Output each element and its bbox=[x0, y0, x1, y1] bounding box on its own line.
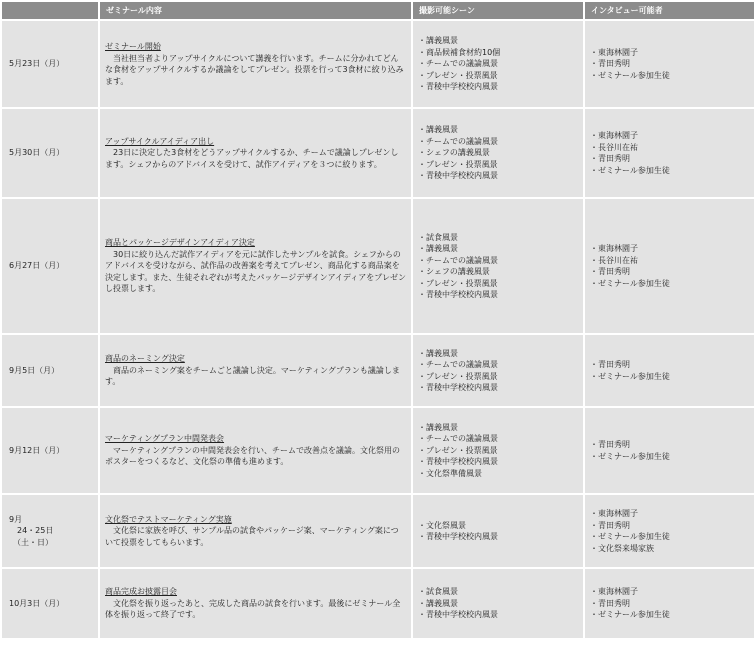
interviewee-item: ・ 長谷川在祐 bbox=[590, 142, 749, 154]
scene-item: ・ 試食風景 bbox=[418, 586, 578, 598]
interviewee-item: ・ 東海林園子 bbox=[590, 47, 749, 59]
interviewee-item: ・ ゼミナール参加生徒 bbox=[590, 531, 749, 543]
scene-item: ・ 商品候補食材約10個 bbox=[418, 47, 578, 59]
interviewee-item: ・ 青田秀明 bbox=[590, 359, 749, 371]
interviewees-cell-list bbox=[590, 439, 749, 462]
scene-item: ・ 講義風景 bbox=[418, 422, 578, 434]
interviewees-cell-list bbox=[590, 586, 749, 621]
filmable-scenes-cell bbox=[413, 408, 583, 493]
filmable-scenes-cell-list bbox=[418, 232, 578, 301]
header-filmable-scenes: 撮影可能シーン bbox=[413, 2, 583, 19]
interviewee-item: ・ 青田秀明 bbox=[590, 439, 749, 451]
scene-item: ・ 青稜中学校校内風景 bbox=[418, 382, 578, 394]
seminar-content-cell bbox=[100, 408, 411, 493]
header-seminar-content: ゼミナール内容 bbox=[100, 2, 411, 19]
interviewees-cell bbox=[585, 495, 754, 567]
interviewee-item: ・ 青田秀明 bbox=[590, 58, 749, 70]
seminar-content-cell bbox=[100, 21, 411, 107]
table-row bbox=[2, 109, 754, 197]
interviewee-item: ・ 青田秀明 bbox=[590, 598, 749, 610]
seminar-content-cell bbox=[100, 569, 411, 638]
table-row bbox=[2, 495, 754, 567]
filmable-scenes-cell-list bbox=[418, 520, 578, 543]
interviewee-item: ・ 長谷川在祐 bbox=[590, 255, 749, 267]
filmable-scenes-cell bbox=[413, 21, 583, 107]
interviewees-cell-list bbox=[590, 508, 749, 554]
seminar-content-cell bbox=[100, 335, 411, 406]
scene-item: ・ 講義風景 bbox=[418, 35, 578, 47]
scene-item: ・ 試食風景 bbox=[418, 232, 578, 244]
scene-item: ・ チームでの議論風景 bbox=[418, 136, 578, 148]
filmable-scenes-cell-list bbox=[418, 348, 578, 394]
interviewees-cell-list bbox=[590, 130, 749, 176]
scene-item: ・ プレゼン・投票風景 bbox=[418, 445, 578, 457]
interviewee-item: ・ ゼミナール参加生徒 bbox=[590, 165, 749, 177]
scene-item: ・ シェフの講義風景 bbox=[418, 266, 578, 278]
filmable-scenes-cell bbox=[413, 109, 583, 197]
scene-item: ・ 講義風景 bbox=[418, 598, 578, 610]
seminar-content-cell bbox=[100, 199, 411, 333]
interviewee-item: ・ ゼミナール参加生徒 bbox=[590, 609, 749, 621]
session-date: 5月30日（月） bbox=[2, 109, 98, 197]
scene-item: ・ 講義風景 bbox=[418, 243, 578, 255]
filmable-scenes-cell-list bbox=[418, 124, 578, 182]
interviewees-cell bbox=[585, 21, 754, 107]
filmable-scenes-cell bbox=[413, 569, 583, 638]
session-description: 30日に絞り込んだ試作アイディアを元に試作したサンプルを試食。シェフからのアドバイスを受けながら、試作品の改善案を考えてプレゼン、商品化する商品案を決定します。また、生徒それぞれが考えたパッケージデザインアイディアをプレゼンし投票します。 bbox=[105, 249, 406, 294]
interviewees-cell bbox=[585, 109, 754, 197]
scene-item: ・ チームでの議論風景 bbox=[418, 58, 578, 70]
scene-item: ・ シェフの講義風景 bbox=[418, 147, 578, 159]
session-title: アップサイクルアイディア出し bbox=[105, 136, 215, 146]
scene-item: ・ 青稜中学校校内風景 bbox=[418, 170, 578, 182]
interviewee-item: ・ 青田秀明 bbox=[590, 153, 749, 165]
session-title: ゼミナール開始 bbox=[105, 42, 161, 51]
session-description: マーケティングプランの中間発表会を行い、チームで改善点を議論。文化祭用のポスターをつくるなど、文化祭の準備も進めます。 bbox=[105, 445, 401, 467]
filmable-scenes-cell bbox=[413, 335, 583, 406]
interviewee-item: ・ ゼミナール参加生徒 bbox=[590, 371, 749, 383]
scene-item: ・ 文化祭準備風景 bbox=[418, 468, 578, 480]
interviewee-item: ・ ゼミナール参加生徒 bbox=[590, 70, 749, 82]
session-date: 9月12日（月） bbox=[2, 408, 98, 493]
filmable-scenes-cell-list bbox=[418, 422, 578, 480]
scene-item: ・ 青稜中学校校内風景 bbox=[418, 609, 578, 621]
interviewee-item: ・ 東海林園子 bbox=[590, 586, 749, 598]
session-description: 23日に決定した3食材をどうアップサイクルするか、チームで議論しプレゼンします。シェフからのアドバイスを受けて、試作アイディアを３つに絞ります。 bbox=[105, 148, 399, 169]
filmable-scenes-cell-list bbox=[418, 35, 578, 93]
header-date bbox=[2, 2, 98, 19]
interviewee-item: ・ 青田秀明 bbox=[590, 266, 749, 278]
interviewee-item: ・ ゼミナール参加生徒 bbox=[590, 451, 749, 463]
interviewee-item: ・ 東海林園子 bbox=[590, 243, 749, 255]
interviewee-item: ・ 東海林園子 bbox=[590, 130, 749, 142]
session-title: マーケティングプラン中間発表会 bbox=[105, 434, 225, 444]
scene-item: ・ プレゼン・投票風景 bbox=[418, 278, 578, 290]
session-date: 6月27日（月） bbox=[2, 199, 98, 333]
interviewee-item: ・ 青田秀明 bbox=[590, 520, 749, 532]
scene-item: ・ プレゼン・投票風景 bbox=[418, 70, 578, 82]
table-row bbox=[2, 408, 754, 493]
interviewees-cell bbox=[585, 569, 754, 638]
table-row bbox=[2, 569, 754, 638]
seminar-content-cell bbox=[100, 109, 411, 197]
interviewees-cell bbox=[585, 335, 754, 406]
interviewees-cell-list bbox=[590, 243, 749, 289]
scene-item: ・ チームでの議論風景 bbox=[418, 433, 578, 445]
interviewee-item: ・ 東海林園子 bbox=[590, 508, 749, 520]
session-description: 文化祭に家族を呼び、サンプル品の試食やパッケージ案、マーケティング案について投票をしてもらいます。 bbox=[105, 526, 399, 547]
scene-item: ・ チームでの議論風景 bbox=[418, 255, 578, 267]
interviewees-cell-list bbox=[590, 359, 749, 382]
interviewee-item: ・ 文化祭来場家族 bbox=[590, 543, 749, 555]
scene-item: ・ 青稜中学校校内風景 bbox=[418, 531, 578, 543]
interviewees-cell bbox=[585, 408, 754, 493]
session-description: 商品のネーミング案をチームごと議論し決定。マーケティングプランも議論します。 bbox=[105, 365, 400, 387]
table-row bbox=[2, 335, 754, 406]
filmable-scenes-cell bbox=[413, 199, 583, 333]
session-description: 文化祭を振り返ったあと、完成した商品の試食を行います。最後にゼミナール全体を振り返って終了です。 bbox=[105, 598, 401, 620]
session-date: 9月 24・25日 （土・日） bbox=[2, 495, 98, 567]
scene-item: ・ 青稜中学校校内風景 bbox=[418, 456, 578, 468]
table-row bbox=[2, 21, 754, 107]
scene-item: ・ プレゼン・投票風景 bbox=[418, 371, 578, 383]
session-title: 商品完成お披露目会 bbox=[105, 587, 177, 597]
scene-item: ・ プレゼン・投票風景 bbox=[418, 159, 578, 171]
session-date: 10月3日（月） bbox=[2, 569, 98, 638]
scene-item: ・ 文化祭風景 bbox=[418, 520, 578, 532]
scene-item: ・ チームでの議論風景 bbox=[418, 359, 578, 371]
session-date: 5月23日（月） bbox=[2, 21, 98, 107]
session-date: 9月5日（月） bbox=[2, 335, 98, 406]
scene-item: ・ 講義風景 bbox=[418, 124, 578, 136]
table-body bbox=[2, 21, 754, 638]
filmable-scenes-cell-list bbox=[418, 586, 578, 621]
session-title: 文化祭でテストマーケティング実施 bbox=[105, 514, 232, 524]
table-row bbox=[2, 199, 754, 333]
scene-item: ・ 青稜中学校校内風景 bbox=[418, 289, 578, 301]
interviewee-item: ・ ゼミナール参加生徒 bbox=[590, 278, 749, 290]
seminar-content-cell bbox=[100, 495, 411, 567]
interviewees-cell bbox=[585, 199, 754, 333]
session-title: 商品とパッケージデザインアイディア決定 bbox=[105, 238, 255, 248]
session-description: 当社担当者よりアップサイクルについて講義を行います。チームに分かれてどんな食材をアップサイクルするか議論をしてプレゼン。投票を行って3食材に絞り込みます。 bbox=[105, 53, 404, 86]
interviewees-cell-list bbox=[590, 47, 749, 82]
filmable-scenes-cell bbox=[413, 495, 583, 567]
header-interviewees: インタビュー可能者 bbox=[585, 2, 754, 19]
table-header-row bbox=[2, 2, 754, 19]
session-title: 商品のネーミング決定 bbox=[105, 354, 185, 364]
scene-item: ・ 講義風景 bbox=[418, 348, 578, 360]
scene-item: ・ 青稜中学校校内風景 bbox=[418, 81, 578, 93]
